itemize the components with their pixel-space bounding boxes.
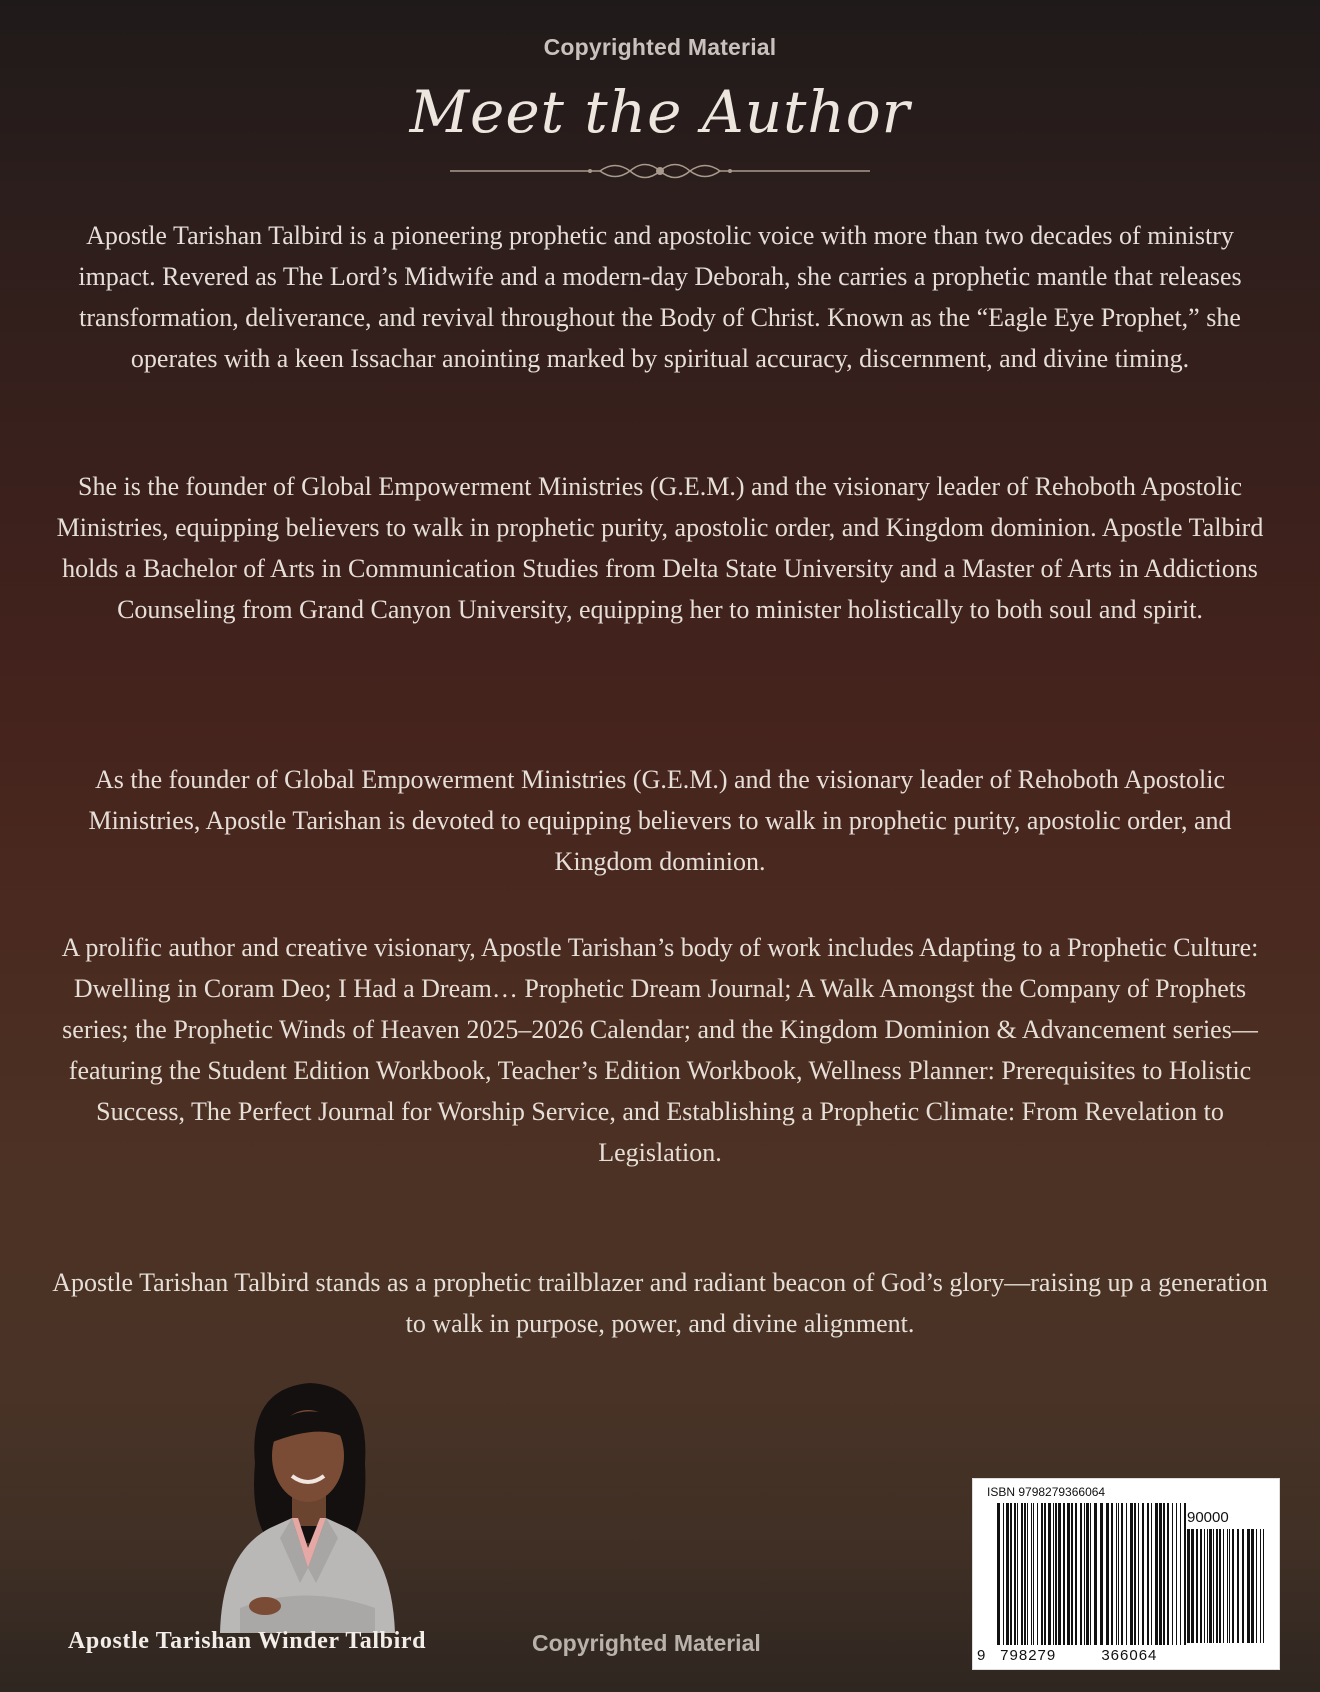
barcode-digit-prefix: 9 [977,1647,987,1664]
bio-paragraph-2: She is the founder of Global Empowerment Ministries (G.E.M.) and the visionary leader of Rehoboth Apostolic Ministries, equipping believers to walk in prophetic purity, apostolic order, and Kingdom dominion. Apostle Talbird holds a Bachelor of Arts in Communication Studies from Delta State University and a Master of Arts in Addictions Counseling from Grand Canyon University, equipping her to minister holistically to both soul and spirit. [56,472,1264,624]
bio-paragraph-4: A prolific author and creative visionary, Apostle Tarishan’s body of work includes Adapting to a Prophetic Culture: Dwelling in Coram Deo; I Had a Dream… Prophetic Dream Journal; A Walk Amongst the Company of Prophets series; the Prophetic Winds of Heaven 2025–2026 Calendar; and the Kingdom Dominion & Advancement series—featuring the Student Edition Workbook, Teacher’s Edition Workbook, Wellness Planner: Prerequisites to Holistic Success, The Perfect Journal for Worship Service, and Establishing a Prophetic Climate: From Revelation to Legislation. [61,933,1259,1167]
barcode-digits [977,1647,1277,1664]
page-title: Meet the Author [409,78,911,146]
author-caption: Apostle Tarishan Winder Talbird [68,1628,427,1654]
bio-paragraph-3: As the founder of Global Empowerment Ministries (G.E.M.) and the visionary leader of Rehoboth Apostolic Ministries, Apostle Tarishan is devoted to equipping believers to walk in prophetic purity, apostolic order, and Kingdom dominion. [88,765,1232,876]
isbn-label: ISBN 9798279366064 [987,1485,1106,1499]
price-barcode-icon [1185,1529,1267,1643]
barcode-digit-group-1: 798279 [1000,1647,1057,1664]
author-photo [200,1368,410,1633]
copyright-watermark-top: Copyrighted Material [543,34,777,60]
ornamental-divider-icon [450,156,870,186]
price-code: 90000 [1187,1509,1229,1526]
bio-paragraph-1: Apostle Tarishan Talbird is a pioneering prophetic and apostolic voice with more than two decades of ministry impact. Revered as The Lord’s Midwife and a modern-day Deborah, she carries a prophetic mantle that releases transformation, deliverance, and revival throughout the Body of Christ. Known as the “Eagle Eye Prophet,” she operates with a keen Issachar anointing marked by spiritual accuracy, discernment, and divine timing. [78,221,1242,373]
barcode-icon [997,1503,1187,1645]
isbn-barcode [972,1478,1280,1670]
bio-paragraph-5: Apostle Tarishan Talbird stands as a prophetic trailblazer and radiant beacon of God’s glory—raising up a generation to walk in purpose, power, and divine alignment. [52,1268,1268,1338]
copyright-watermark-bottom: Copyrighted Material [532,1630,761,1656]
barcode-digit-group-2: 366064 [1101,1647,1158,1664]
